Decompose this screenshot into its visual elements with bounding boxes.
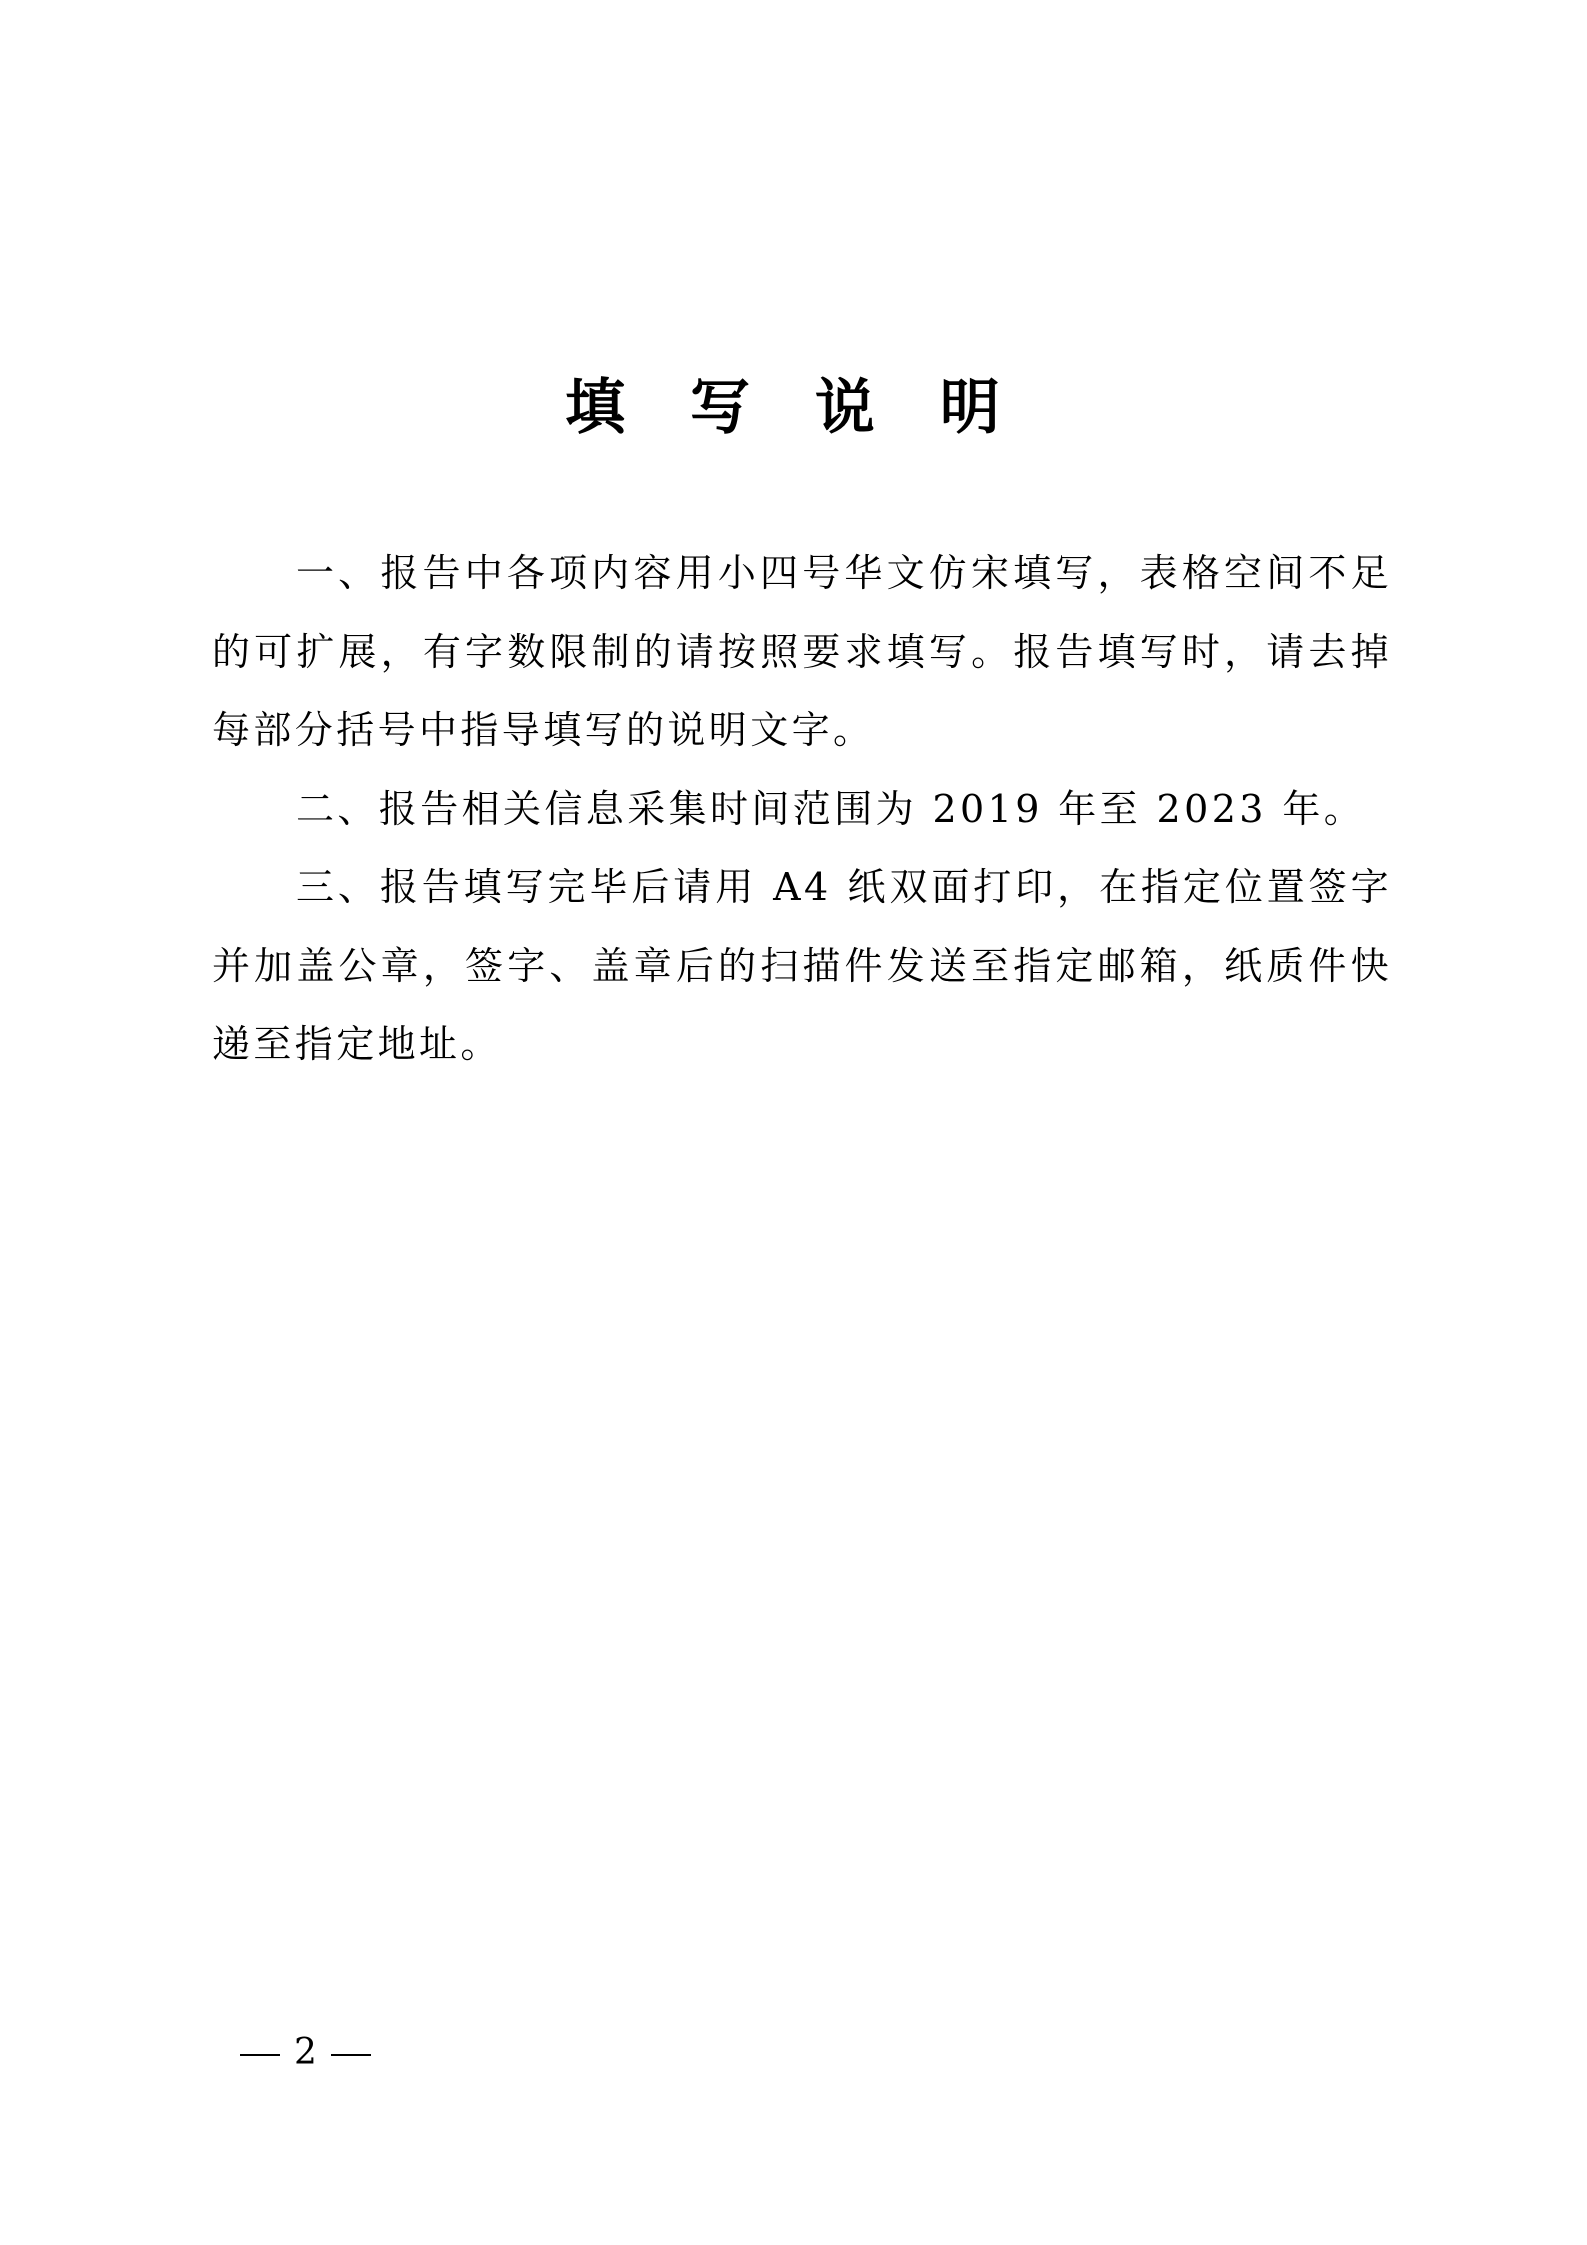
page-number: 2: [294, 2032, 317, 2073]
instruction-paragraph-1: 一、报告中各项内容用小四号华文仿宋填写，表格空间不足的可扩展，有字数限制的请按照要求填写。报告填写时，请去掉每部分括号中指导填写的说明文字。: [212, 551, 1392, 752]
dash-right-icon: [331, 2054, 371, 2056]
instruction-paragraph-3: 三、报告填写完毕后请用 A4 纸双面打印，在指定位置签字并加盖公章，签字、盖章后的扫描件发送至指定邮箱，纸质件快递至指定地址。: [212, 865, 1392, 1066]
page-title: 填 写 说 明: [565, 373, 1022, 443]
instructions-body: [212, 534, 1392, 1084]
page-footer: [240, 2028, 371, 2078]
instruction-paragraph-2: 二、报告相关信息采集时间范围为 2019 年至 2023 年。: [296, 786, 1366, 831]
dash-left-icon: [240, 2054, 280, 2056]
